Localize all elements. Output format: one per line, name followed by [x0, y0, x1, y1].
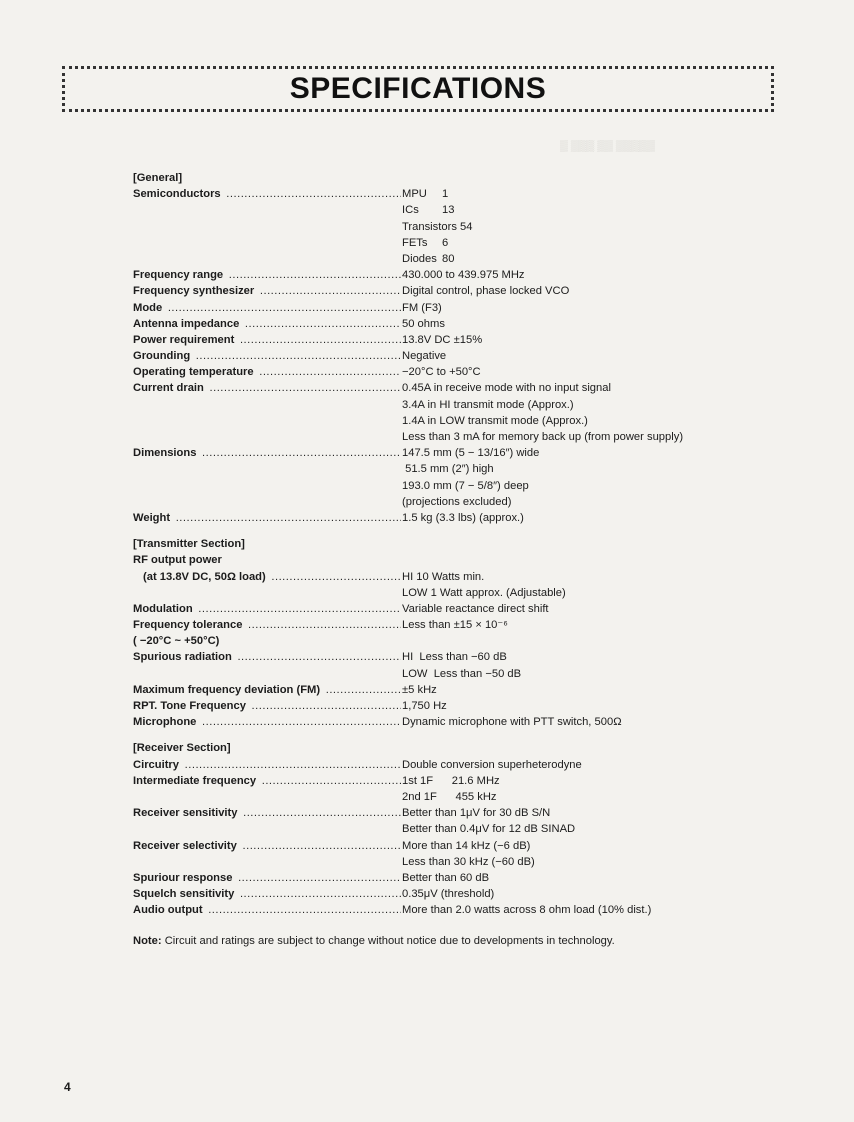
- spec-value: Less than ±15 × 10⁻⁶: [402, 619, 508, 632]
- section-receiver-label: [Receiver Section]: [133, 742, 231, 755]
- spec-row: [133, 902, 773, 918]
- spec-row: [133, 633, 773, 649]
- spec-value: 1st 1F 21.6 MHz: [402, 774, 500, 787]
- spec-row: [133, 838, 773, 854]
- semi-count: 13: [442, 204, 455, 217]
- banner-top-border: [62, 66, 774, 69]
- section-heading-transmitter: [133, 536, 773, 552]
- spec-value: ±5 kHz: [402, 683, 437, 696]
- spec-row-cont: [133, 461, 773, 477]
- spec-label: Dimensions: [133, 447, 197, 460]
- spec-row-cont: [133, 413, 773, 429]
- spec-value: 193.0 mm (7 − 5/8″) deep: [402, 479, 529, 492]
- spec-row: [133, 757, 773, 773]
- note-text: Circuit and ratings are subject to change without notice due to developments in technology.: [164, 935, 615, 947]
- spec-value: Better than 0.4μV for 12 dB SINAD: [402, 823, 576, 836]
- specifications-list: [133, 170, 773, 918]
- background-bleed-text: ▒ ▒▒▒ ▒▒ ▒▒▒▒▒: [560, 140, 655, 152]
- spec-value: HI Less than −60 dB: [402, 651, 507, 664]
- section-general-label: [General]: [133, 172, 183, 184]
- spec-label: Frequency range: [133, 269, 224, 282]
- section-heading-receiver: [133, 740, 773, 756]
- spec-row: [133, 283, 773, 299]
- semi-count: 6: [442, 236, 449, 249]
- spec-label: Weight: [133, 511, 171, 524]
- section-transmitter-label: [Transmitter Section]: [133, 538, 245, 551]
- spec-value: Less than 3 mA for memory back up (from power supply): [402, 431, 684, 443]
- spec-label: RPT. Tone Frequency: [133, 700, 246, 712]
- spec-value: Digital control, phase locked VCO: [402, 285, 570, 298]
- spec-label: (at 13.8V DC, 50Ω load): [143, 570, 266, 583]
- spec-row: [133, 870, 773, 886]
- spec-row: [133, 649, 773, 665]
- spec-row-semiconductors: [133, 186, 773, 202]
- spec-label: Current drain: [133, 382, 204, 395]
- spec-value: 0.45A in receive mode with no input signal: [402, 382, 611, 395]
- spec-value: Double conversion superheterodyne: [402, 758, 582, 771]
- spec-label: Receiver sensitivity: [133, 807, 238, 820]
- section-heading-general: [133, 170, 773, 186]
- spec-row: [133, 617, 773, 633]
- spec-row: [133, 714, 773, 730]
- spec-value: 0.35μV (threshold): [402, 888, 495, 901]
- spec-value: 1.4A in LOW transmit mode (Approx.): [402, 414, 588, 427]
- spec-label: Circuitry: [133, 758, 180, 771]
- spec-row: [133, 380, 773, 396]
- spec-row-cont: [133, 821, 773, 837]
- semi-name: Transistors: [402, 220, 457, 233]
- spec-value: 147.5 mm (5 − 13/16″) wide: [402, 447, 540, 460]
- spec-row: [133, 805, 773, 821]
- spec-value: Better than 1μV for 30 dB S/N: [402, 807, 551, 820]
- spec-row: [133, 552, 773, 568]
- spec-row: [133, 364, 773, 380]
- spec-label: Antenna impedance: [133, 317, 240, 330]
- spec-label: Receiver selectivity: [133, 839, 237, 852]
- spec-value: More than 14 kHz (−6 dB): [402, 839, 531, 852]
- spec-label: Spuriour response: [133, 871, 233, 884]
- spec-label: Spurious radiation: [133, 651, 232, 664]
- spec-row-cont: [133, 478, 773, 494]
- spec-label: Squelch sensitivity: [133, 888, 235, 901]
- spec-value: FM (F3): [402, 301, 442, 314]
- spec-value: Variable reactance direct shift: [402, 602, 549, 615]
- spec-label: Frequency synthesizer: [133, 285, 255, 298]
- spacer: [133, 526, 773, 536]
- spec-value: (projections excluded): [402, 495, 512, 508]
- spec-label: Mode: [133, 301, 163, 314]
- spec-label: Frequency tolerance: [133, 619, 243, 632]
- spec-row: [133, 316, 773, 332]
- spec-value: Less than 30 kHz (−60 dB): [402, 855, 535, 868]
- semi-count: 1: [442, 188, 449, 201]
- page-title: SPECIFICATIONS: [289, 72, 547, 105]
- spec-value: 430.000 to 439.975 MHz: [402, 269, 525, 282]
- spec-row-semiconductors-ics: [133, 202, 773, 218]
- spec-value: 2nd 1F 455 kHz: [402, 790, 497, 803]
- semi-name: FETs: [402, 236, 428, 249]
- spec-value: 50 ohms: [402, 317, 445, 330]
- spacer: [133, 730, 773, 740]
- spec-value: −20°C to +50°C: [402, 366, 481, 379]
- spec-label: Modulation: [133, 602, 193, 615]
- spec-row: [133, 510, 773, 526]
- spec-row-semiconductors-transistors: [133, 219, 773, 235]
- spec-label: Power requirement: [133, 333, 235, 346]
- spec-value: Negative: [402, 350, 447, 363]
- spec-row: [133, 601, 773, 617]
- spec-row: [133, 773, 773, 789]
- spec-label: Microphone: [133, 716, 197, 729]
- spec-label: Grounding: [133, 350, 191, 363]
- spec-row: [133, 445, 773, 461]
- spec-value: 51.5 mm (2″) high: [402, 463, 494, 476]
- semi-name: Diodes: [402, 252, 437, 265]
- spec-row: [133, 886, 773, 902]
- spec-row-cont: [133, 429, 773, 445]
- semi-name: ICs: [402, 204, 419, 217]
- spec-row: [133, 332, 773, 348]
- spec-row-semiconductors-fets: [133, 235, 773, 251]
- spec-label: Intermediate frequency: [133, 774, 257, 787]
- spec-row-cont: [133, 585, 773, 601]
- spec-value: More than 2.0 watts across 8 ohm load (10% dist.): [402, 904, 652, 917]
- spec-value: Better than 60 dB: [402, 871, 490, 884]
- spec-label: Operating temperature: [133, 366, 254, 379]
- spec-row: [133, 267, 773, 283]
- spec-row: [133, 300, 773, 316]
- spec-label: Maximum frequency deviation (FM): [133, 683, 321, 696]
- spec-value: HI 10 Watts min.: [402, 570, 485, 583]
- spec-row-cont: [133, 789, 773, 805]
- spec-label: ( −20°C ~ +50°C): [133, 635, 220, 648]
- banner-bottom-border: [62, 109, 774, 112]
- spec-row-semiconductors-diodes: [133, 251, 773, 267]
- spec-value: LOW 1 Watt approx. (Adjustable): [402, 586, 566, 599]
- note-label: Note:: [133, 935, 162, 947]
- spec-row: [133, 569, 773, 585]
- spec-value: 3.4A in HI transmit mode (Approx.): [402, 398, 574, 411]
- spec-value: 1,750 Hz: [402, 700, 447, 712]
- spec-row: [133, 348, 773, 364]
- spec-row-cont: [133, 397, 773, 413]
- spec-value: Dynamic microphone with PTT switch, 500Ω: [402, 716, 622, 729]
- spec-row: [133, 682, 773, 698]
- semi-name: MPU: [402, 188, 427, 201]
- title-banner: [62, 66, 774, 112]
- page-number: 4: [64, 1080, 71, 1094]
- spec-row: [133, 698, 773, 714]
- spec-row-cont: [133, 666, 773, 682]
- spec-value: LOW Less than −50 dB: [402, 667, 522, 680]
- spec-value: 1.5 kg (3.3 lbs) (approx.): [402, 511, 524, 524]
- spec-row-cont: [133, 854, 773, 870]
- spec-label: Semiconductors: [133, 188, 221, 201]
- semi-count: 54: [460, 220, 473, 233]
- semi-count: 80: [442, 252, 455, 265]
- spec-value: 13.8V DC ±15%: [402, 333, 483, 346]
- spec-label: Audio output: [133, 904, 203, 917]
- footnote: [133, 933, 773, 949]
- spec-row-cont: [133, 494, 773, 510]
- spec-label: RF output power: [133, 554, 222, 567]
